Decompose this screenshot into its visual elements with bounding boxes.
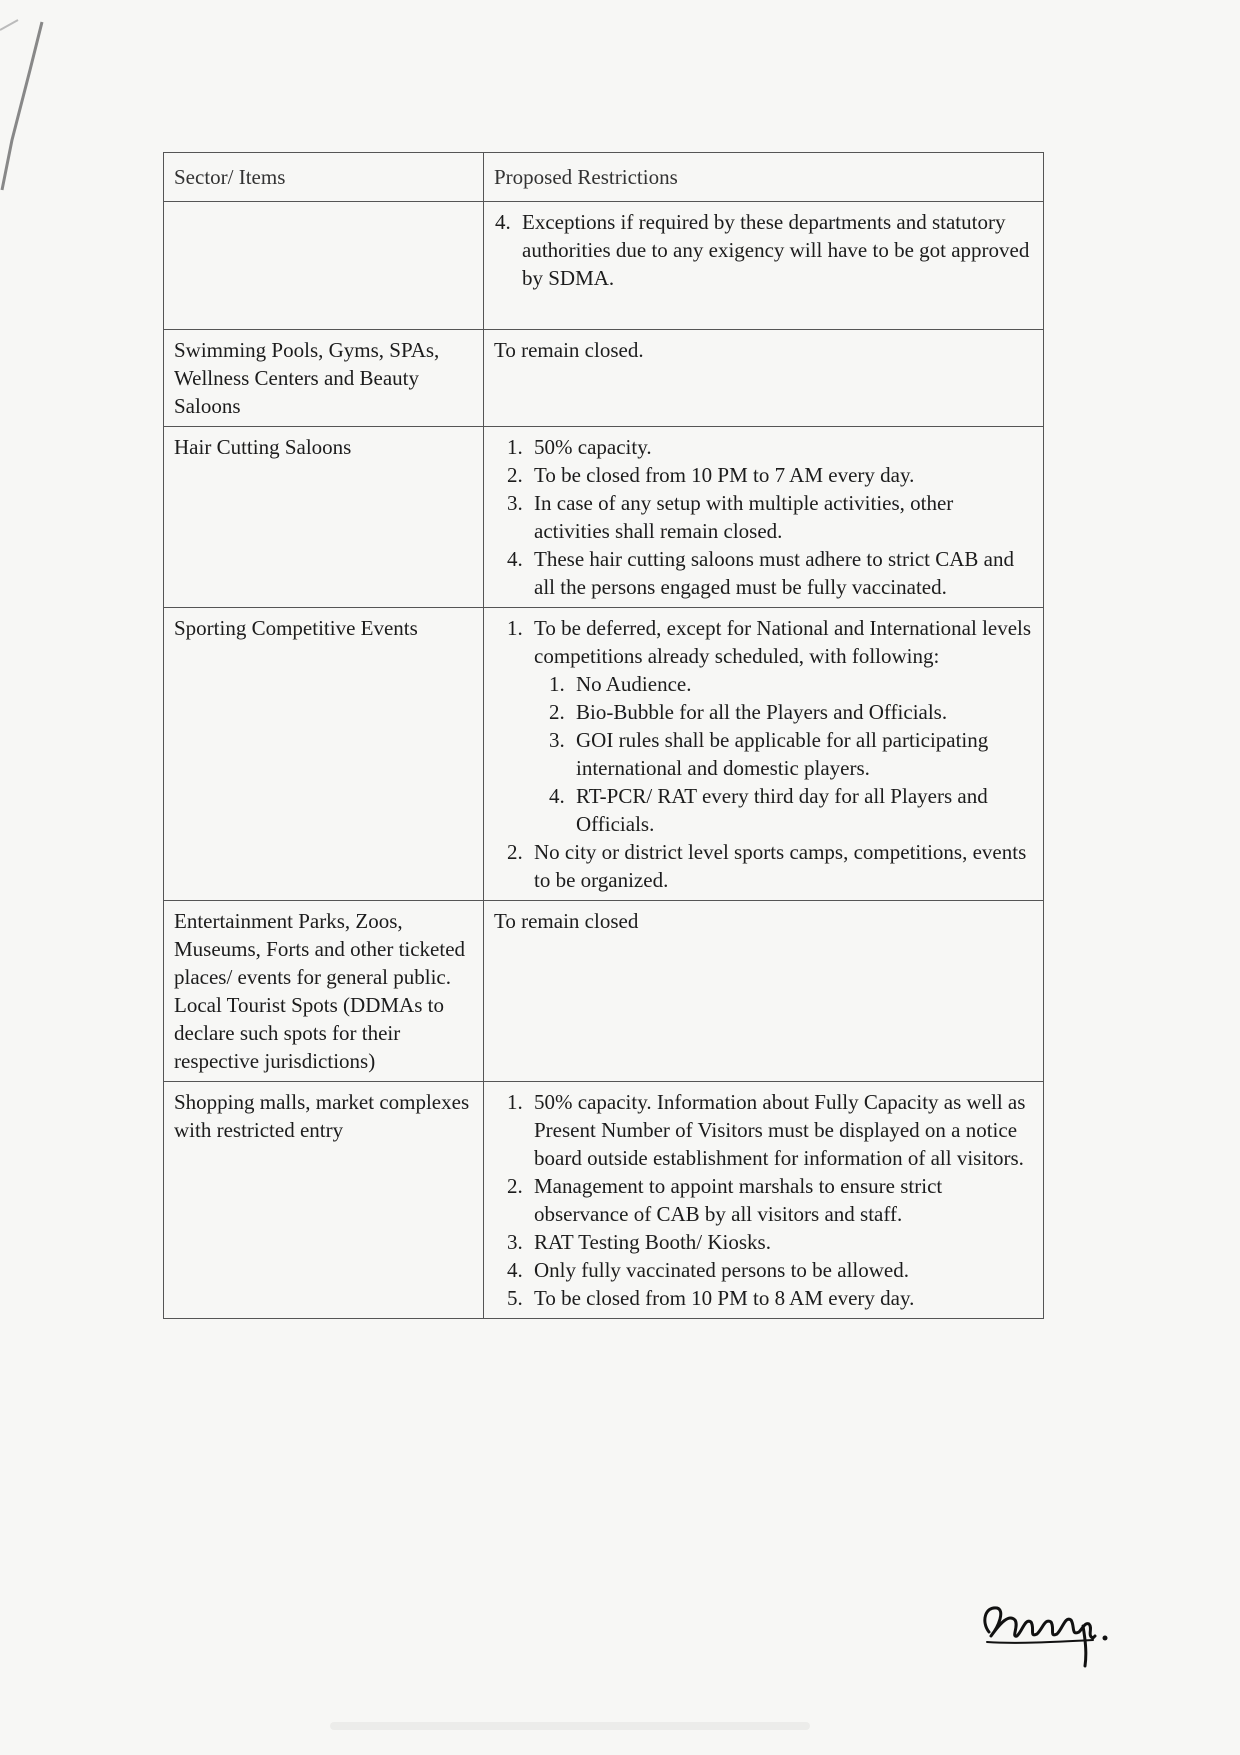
- restriction-item: 4. These hair cutting saloons must adhere to strict CAB and all the persons engaged must be fully vaccinated.: [528, 545, 1033, 601]
- table-row: [164, 202, 1044, 330]
- restriction-sub-item: 3. GOI rules shall be applicable for all participating international and domestic players.: [570, 726, 1033, 782]
- restriction-list: [494, 433, 1033, 601]
- sector-cell: Swimming Pools, Gyms, SPAs, Wellness Centers and Beauty Saloons: [164, 330, 484, 427]
- table-header-row: [164, 153, 1044, 202]
- restrictions-cell: [484, 427, 1044, 608]
- restriction-item: 1. 50% capacity.: [528, 433, 1033, 461]
- restriction-sub-item: 4. RT-PCR/ RAT every third day for all Players and Officials.: [570, 782, 1033, 838]
- header-sector: Sector/ Items: [164, 153, 484, 202]
- restrictions-cell: [484, 202, 1044, 330]
- restriction-item: 3. In case of any setup with multiple activities, other activities shall remain closed.: [528, 489, 1033, 545]
- scan-edge-mark: [0, 0, 60, 200]
- table-row: [164, 901, 1044, 1082]
- table-row: [164, 1082, 1044, 1319]
- restriction-item: 1. 50% capacity. Information about Fully Capacity as well as Present Number of Visitors must be displayed on a notice board outside establishment for information of all visitors.: [528, 1088, 1033, 1172]
- sector-cell: Shopping malls, market complexes with restricted entry: [164, 1082, 484, 1319]
- sector-cell: [164, 202, 484, 330]
- restriction-sub-item: 1. No Audience.: [570, 670, 1033, 698]
- restriction-item: 3. RAT Testing Booth/ Kiosks.: [528, 1228, 1033, 1256]
- restriction-list: [494, 208, 1033, 292]
- restriction-item: 2. Management to appoint marshals to ensure strict observance of CAB by all visitors and staff.: [528, 1172, 1033, 1228]
- restriction-item: [528, 614, 1033, 838]
- restrictions-cell: To remain closed: [484, 901, 1044, 1082]
- restriction-list: [494, 1088, 1033, 1312]
- table-row: [164, 330, 1044, 427]
- header-restrictions: Proposed Restrictions: [484, 153, 1044, 202]
- restriction-sub-list: [534, 670, 1033, 838]
- scan-smudge: [330, 1722, 810, 1730]
- sector-cell: Sporting Competitive Events: [164, 608, 484, 901]
- restrictions-table: [163, 152, 1044, 1319]
- restriction-item: 4. Only fully vaccinated persons to be allowed.: [528, 1256, 1033, 1284]
- restriction-item: 2. No city or district level sports camps, competitions, events to be organized.: [528, 838, 1033, 894]
- table-row: [164, 427, 1044, 608]
- restrictions-cell: [484, 608, 1044, 901]
- restriction-list: [494, 614, 1033, 894]
- restriction-item: 4. Exceptions if required by these departments and statutory authorities due to any exigency will have to be got approved by SDMA.: [516, 208, 1033, 292]
- restriction-sub-item: 2. Bio-Bubble for all the Players and Officials.: [570, 698, 1033, 726]
- restriction-item-text: To be deferred, except for National and International levels competitions already scheduled, with following:: [534, 616, 1032, 668]
- sector-cell: Hair Cutting Saloons: [164, 427, 484, 608]
- restrictions-cell: [484, 1082, 1044, 1319]
- restrictions-cell: To remain closed.: [484, 330, 1044, 427]
- table-row: [164, 608, 1044, 901]
- handwritten-signature-icon: [975, 1592, 1115, 1670]
- restriction-item: 5. To be closed from 10 PM to 8 AM every day.: [528, 1284, 1033, 1312]
- restriction-item: 2. To be closed from 10 PM to 7 AM every day.: [528, 461, 1033, 489]
- sector-cell: Entertainment Parks, Zoos, Museums, Forts and other ticketed places/ events for general public. Local Tourist Spots (DDMAs to declare such spots for their respective jurisdictions): [164, 901, 484, 1082]
